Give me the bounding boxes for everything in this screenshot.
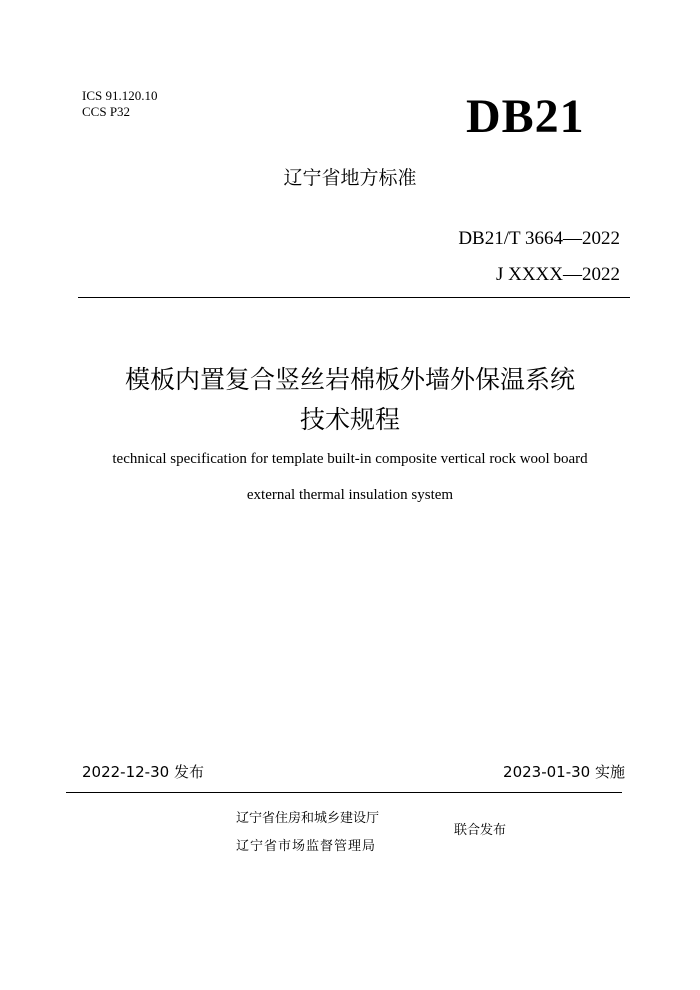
- ics-classification: ICS 91.120.10: [82, 88, 158, 103]
- issue-date: 2022-12-30 发布: [82, 763, 204, 781]
- issuer-market-regulation: 辽宁省市场监督管理局: [236, 839, 377, 854]
- implementation-date: 2023-01-30 实施: [503, 763, 625, 781]
- standard-code: DB21: [466, 90, 585, 143]
- joint-issue-label: 联合发布: [454, 823, 507, 838]
- standard-number: DB21/T 3664—2022: [458, 228, 620, 249]
- title-chinese-line1: 模板内置复合竖丝岩棉板外墙外保温系统: [124, 367, 575, 394]
- filing-number: J XXXX—2022: [495, 264, 620, 285]
- title-english-line2: external thermal insulation system: [246, 487, 454, 503]
- bottom-divider: [66, 792, 622, 793]
- standard-type: 辽宁省地方标准: [283, 167, 417, 189]
- issuer-housing-department: 辽宁省住房和城乡建设厅: [236, 811, 380, 826]
- ccs-classification: CCS P32: [82, 104, 131, 119]
- top-divider: [78, 297, 630, 298]
- title-english-line1: technical specification for template built-in composite vertical rock wool board: [112, 451, 588, 467]
- title-chinese-line2: 技术规程: [299, 407, 400, 434]
